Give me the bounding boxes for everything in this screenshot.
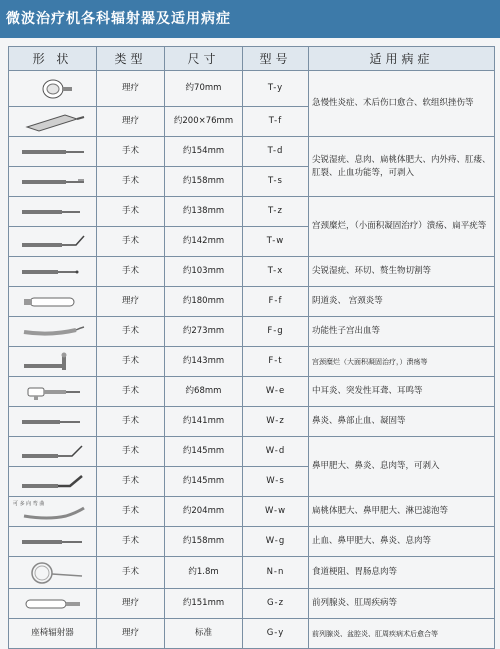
model-cell: G-z (243, 589, 309, 619)
size-cell: 约103mm (165, 257, 243, 287)
type-cell: 理疗 (97, 589, 165, 619)
size-cell: 约68mm (165, 377, 243, 407)
conditions-cell: 鼻炎、鼻部止血、凝固等 (309, 407, 495, 437)
shape-cell (9, 437, 97, 467)
conditions-cell: 尖锐湿疣、环切、赘生物切割等 (309, 257, 495, 287)
shape-cell (9, 227, 97, 257)
type-cell: 手术 (97, 317, 165, 347)
conditions-cell: 前列腺炎、盆腔炎、肛周疾病术后愈合等 (309, 619, 495, 649)
curved-tube-probe-icon (12, 324, 93, 340)
table-row (9, 437, 495, 467)
type-cell: 手术 (97, 377, 165, 407)
straight-rod-probe-icon (12, 267, 93, 277)
rectal-probe-icon (12, 596, 93, 612)
type-cell: 手术 (97, 257, 165, 287)
type-cell: 理疗 (97, 71, 165, 107)
table-row (9, 257, 495, 287)
conditions-cell: 鼻甲肥大、鼻炎、息肉等，可剥入 (309, 437, 495, 497)
shape-cell (9, 257, 97, 287)
conditions-cell: 止血、鼻甲肥大、鼻炎、息肉等 (309, 527, 495, 557)
shape-cell (9, 347, 97, 377)
table-row (9, 287, 495, 317)
shape-cell (9, 377, 97, 407)
model-cell: N-n (243, 557, 309, 589)
type-cell: 理疗 (97, 287, 165, 317)
angled-rod-probe-icon (12, 442, 93, 462)
header-size: 尺寸 (165, 47, 243, 71)
shape-cell (9, 197, 97, 227)
model-cell: F-f (243, 287, 309, 317)
size-cell: 约145mm (165, 467, 243, 497)
size-cell: 约143mm (165, 347, 243, 377)
conditions-cell: 前列腺炎、肛周疾病等 (309, 589, 495, 619)
conditions-cell: 急慢性炎症、术后伤口愈合、软组织挫伤等 (309, 71, 495, 137)
cylindrical-probe-icon (12, 295, 93, 309)
model-cell: T-y (243, 71, 309, 107)
type-cell: 手术 (97, 557, 165, 589)
size-cell: 标准 (165, 619, 243, 649)
round-disc-probe-icon (12, 76, 93, 102)
model-cell: W-g (243, 527, 309, 557)
straight-rod-probe-icon (12, 417, 93, 427)
size-cell: 约204mm (165, 497, 243, 527)
type-cell: 手术 (97, 347, 165, 377)
shape-cell (9, 107, 97, 137)
table-row (9, 407, 495, 437)
shape-cell (9, 557, 97, 589)
size-cell: 约138mm (165, 197, 243, 227)
model-cell: T-d (243, 137, 309, 167)
conditions-cell: 食道梗阻、胃肠息肉等 (309, 557, 495, 589)
type-cell: 手术 (97, 527, 165, 557)
model-cell: W-w (243, 497, 309, 527)
conditions-cell: 宫颈糜烂，（小面积凝固治疗）溃疡、扁平疣等 (309, 197, 495, 257)
angled-rod-probe-icon (12, 472, 93, 492)
type-cell: 手术 (97, 197, 165, 227)
model-cell: W-z (243, 407, 309, 437)
shape-cell (9, 497, 97, 527)
model-cell: W-e (243, 377, 309, 407)
coiled-cable-probe-icon (12, 560, 93, 586)
bent-rod-probe-icon (12, 233, 93, 251)
shape-cell (9, 287, 97, 317)
straight-rod-probe-icon (12, 537, 93, 547)
model-cell: G-y (243, 619, 309, 649)
model-cell: T-z (243, 197, 309, 227)
table-row (9, 497, 495, 527)
size-cell: 约273mm (165, 317, 243, 347)
table-row (9, 347, 495, 377)
table-row (9, 527, 495, 557)
size-cell: 约151mm (165, 589, 243, 619)
straight-rod-probe-icon (12, 207, 93, 217)
shape-cell (9, 589, 97, 619)
radiator-spec-table (8, 46, 495, 649)
type-cell: 手术 (97, 497, 165, 527)
type-cell: 理疗 (97, 619, 165, 649)
shape-cell (9, 167, 97, 197)
shape-cell (9, 317, 97, 347)
type-cell: 手术 (97, 227, 165, 257)
type-cell: 理疗 (97, 107, 165, 137)
shape-cell (9, 407, 97, 437)
model-cell: T-w (243, 227, 309, 257)
seat-radiator-label: 座椅辐射器 (31, 628, 74, 638)
size-cell: 约158mm (165, 527, 243, 557)
type-cell: 手术 (97, 167, 165, 197)
conditions-cell: 宫颈糜烂（大面积凝固治疗，）溃疡等 (309, 347, 495, 377)
size-cell: 约158mm (165, 167, 243, 197)
header-model: 型号 (243, 47, 309, 71)
table-row (9, 317, 495, 347)
model-cell: W-d (243, 437, 309, 467)
table-row (9, 137, 495, 167)
size-cell: 约141mm (165, 407, 243, 437)
conditions-cell: 功能性子宫出血等 (309, 317, 495, 347)
conditions-cell: 中耳炎、突发性耳聋、耳鸣等 (309, 377, 495, 407)
model-cell: F-t (243, 347, 309, 377)
shape-cell (9, 71, 97, 107)
table-row (9, 71, 495, 107)
header-conditions: 适用病症 (309, 47, 495, 71)
conditions-cell: 阴道炎、 宫颈炎等 (309, 287, 495, 317)
type-cell: 手术 (97, 407, 165, 437)
size-cell: 约180mm (165, 287, 243, 317)
ear-probe-icon (12, 383, 93, 401)
size-cell: 约70mm (165, 71, 243, 107)
size-cell: 约145mm (165, 437, 243, 467)
size-cell: 约1.8m (165, 557, 243, 589)
table-row (9, 197, 495, 227)
conditions-cell: 扁桃体肥大、鼻甲肥大、淋巴滤泡等 (309, 497, 495, 527)
type-cell: 手术 (97, 137, 165, 167)
shape-cell (9, 467, 97, 497)
type-cell: 手术 (97, 467, 165, 497)
model-cell: T-x (243, 257, 309, 287)
straight-rod-probe-icon (12, 147, 93, 157)
size-cell: 约142mm (165, 227, 243, 257)
model-cell: T-s (243, 167, 309, 197)
table-row (9, 557, 495, 589)
table-row (9, 619, 495, 649)
flat-rectangular-probe-icon (12, 111, 93, 133)
size-cell: 约200×76mm (165, 107, 243, 137)
straight-rod-probe-icon (12, 177, 93, 187)
type-cell: 手术 (97, 437, 165, 467)
size-cell: 约154mm (165, 137, 243, 167)
shape-cell (9, 527, 97, 557)
conditions-cell: 尖锐湿疣、息肉、扁桃体肥大、内外痔、肛瘘、肛裂、止血功能等，可剥入 (309, 137, 495, 197)
shape-cell (9, 619, 97, 649)
model-cell: F-g (243, 317, 309, 347)
table-header-row (9, 47, 495, 71)
header-type: 类型 (97, 47, 165, 71)
title-bar (0, 0, 500, 38)
t-handle-probe-icon (12, 352, 93, 372)
table-row (9, 589, 495, 619)
shape-cell (9, 137, 97, 167)
table-row (9, 377, 495, 407)
model-cell: W-s (243, 467, 309, 497)
header-shape: 形 状 (9, 47, 97, 71)
page-title: 微波治疗机各科辐射器及适用病症 (6, 11, 231, 27)
shape-caption: 可 多 向 弯 曲 (13, 501, 45, 507)
model-cell: T-f (243, 107, 309, 137)
